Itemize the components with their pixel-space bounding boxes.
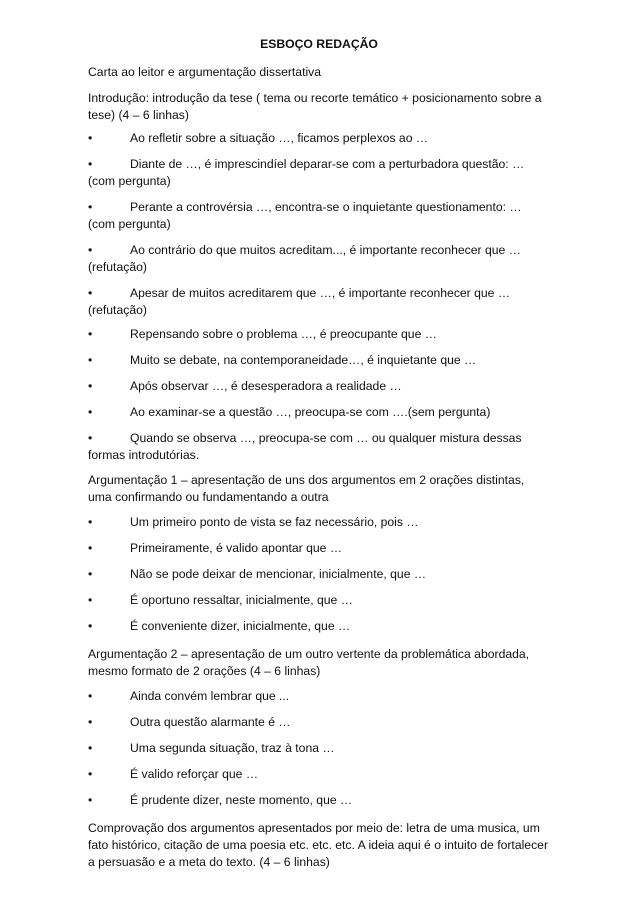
list-item-text: Uma segunda situação, traz à tona … bbox=[130, 741, 335, 755]
bullet-icon: • bbox=[88, 689, 93, 703]
bullet-icon: • bbox=[88, 593, 93, 607]
bullet-icon: • bbox=[88, 431, 93, 445]
list-item bbox=[88, 592, 550, 609]
bullet-icon: • bbox=[88, 515, 93, 529]
list-item bbox=[88, 130, 550, 147]
bullet-icon: • bbox=[88, 767, 93, 781]
list-item-text: Ao refletir sobre a situação …, ficamos perplexos ao … bbox=[130, 131, 429, 145]
bullet-icon: • bbox=[88, 200, 93, 214]
bullet-icon: • bbox=[88, 619, 93, 633]
list-item bbox=[88, 688, 550, 705]
list-item-text: Ao contrário do que muitos acreditam..., é importante reconhecer que … (refutação) bbox=[88, 243, 521, 274]
list-item-text: É prudente dizer, neste momento, que … bbox=[130, 793, 353, 807]
closing-paragraph: Comprovação dos argumentos apresentados por meio de: letra de uma musica, um fato histórico, citação de uma poesia etc. etc. etc. A ideia aqui é o intuito de fortalecer a persuasão e a meta do texto. (4 – 6 linhas) bbox=[88, 821, 549, 869]
bullet-icon: • bbox=[88, 405, 93, 419]
list-item-text: Ainda convém lembrar que ... bbox=[130, 689, 290, 703]
bullet-icon: • bbox=[88, 286, 93, 300]
bullet-icon: • bbox=[88, 741, 93, 755]
list-item-text: Diante de …, é imprescindíel deparar-se com a perturbadora questão: … (com pergunta) bbox=[88, 157, 525, 188]
list-item-text: É oportuno ressaltar, inicialmente, que … bbox=[130, 593, 353, 607]
list-item-text: Ao examinar-se a questão …, preocupa-se com ….(sem pergunta) bbox=[130, 405, 491, 419]
bullet-icon: • bbox=[88, 353, 93, 367]
bullet-icon: • bbox=[88, 715, 93, 729]
section-heading-introducao: Introdução: introdução da tese ( tema ou recorte temático + posicionamento sobre a tese) (4 – 6 linhas) bbox=[88, 91, 542, 122]
list-item bbox=[88, 285, 550, 319]
list-item bbox=[88, 540, 550, 557]
list-item bbox=[88, 514, 550, 531]
section-heading-argumentacao-2: Argumentação 2 – apresentação de um outro vertente da problemática abordada, mesmo formato de 2 orações (4 – 6 linhas) bbox=[88, 647, 530, 678]
list-item bbox=[88, 566, 550, 583]
list-item-text: Apesar de muitos acreditarem que …, é importante reconhecer que … (refutação) bbox=[88, 286, 511, 317]
list-item-text: Outra questão alarmante é … bbox=[130, 715, 291, 729]
document-subtitle: Carta ao leitor e argumentação dissertativa bbox=[88, 65, 322, 79]
list-item-text: Perante a controvérsia …, encontra-se o inquietante questionamento: … (com pergunta) bbox=[88, 200, 522, 231]
list-item-text: Quando se observa …, preocupa-se com … ou qualquer mistura dessas formas introdutórias. bbox=[88, 431, 522, 462]
list-item bbox=[88, 430, 550, 464]
list-item-text: Primeiramente, é valido apontar que … bbox=[130, 541, 343, 555]
list-item bbox=[88, 326, 550, 343]
list-item bbox=[88, 242, 550, 276]
list-item bbox=[88, 714, 550, 731]
list-item bbox=[88, 352, 550, 369]
bullet-icon: • bbox=[88, 541, 93, 555]
list-item-text: Após observar …, é desesperadora a realidade … bbox=[130, 379, 402, 393]
section-heading-argumentacao-1: Argumentação 1 – apresentação de uns dos argumentos em 2 orações distintas, uma confirmando ou fundamentando a outra bbox=[88, 473, 525, 504]
bullet-icon: • bbox=[88, 379, 93, 393]
list-item bbox=[88, 740, 550, 757]
list-item-text: É conveniente dizer, inicialmente, que … bbox=[130, 619, 351, 633]
bullet-icon: • bbox=[88, 243, 93, 257]
list-item bbox=[88, 404, 550, 421]
list-item-text: Um primeiro ponto de vista se faz necessário, pois … bbox=[130, 515, 419, 529]
bullet-icon: • bbox=[88, 793, 93, 807]
bullet-icon: • bbox=[88, 327, 93, 341]
list-item-text: Muito se debate, na contemporaneidade…, é inquietante que … bbox=[130, 353, 477, 367]
page-title: ESBOÇO REDAÇÃO bbox=[260, 37, 378, 51]
list-item bbox=[88, 766, 550, 783]
list-item bbox=[88, 156, 550, 190]
bullet-icon: • bbox=[88, 131, 93, 145]
bullet-icon: • bbox=[88, 567, 93, 581]
list-item-text: Repensando sobre o problema …, é preocupante que … bbox=[130, 327, 437, 341]
bullet-icon: • bbox=[88, 157, 93, 171]
list-item bbox=[88, 378, 550, 395]
list-item bbox=[88, 199, 550, 233]
list-item-text: Não se pode deixar de mencionar, inicialmente, que … bbox=[130, 567, 427, 581]
list-item bbox=[88, 792, 550, 809]
list-item bbox=[88, 618, 550, 635]
list-item-text: É valido reforçar que … bbox=[130, 767, 259, 781]
